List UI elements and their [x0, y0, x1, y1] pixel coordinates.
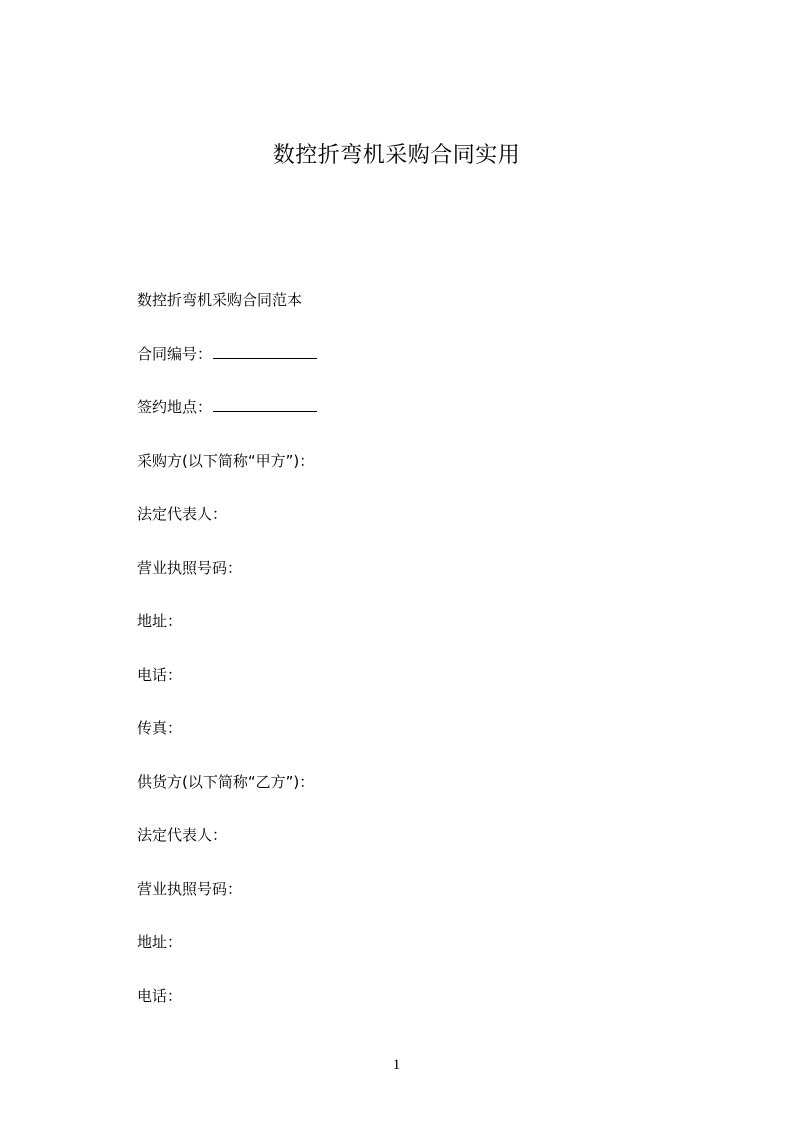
page-number: 1: [392, 1057, 401, 1073]
party-b-phone: 电话：: [137, 986, 183, 1005]
party-a-license-number: 营业执照号码：: [137, 558, 243, 577]
signing-place-label: 签约地点：: [137, 398, 213, 416]
contract-number-blank: [213, 344, 317, 359]
signing-place-line: [137, 396, 697, 450]
document-body: [137, 289, 697, 1038]
party-a-fax: 传真：: [137, 719, 183, 737]
document-title: 数控折弯机采购合同实用: [272, 143, 521, 168]
party-b-license-number: 营业执照号码：: [137, 879, 243, 898]
party-b-heading: 供货方(以下简称“乙方”)：: [137, 772, 315, 791]
party-a-address: 地址：: [137, 612, 183, 630]
party-a-heading: 采购方(以下简称“甲方”)：: [137, 451, 315, 470]
party-b-address: 地址：: [137, 933, 183, 951]
signing-place-blank: [213, 397, 317, 412]
contract-number-label: 合同编号：: [137, 344, 213, 363]
party-a-legal-representative: 法定代表人：: [137, 505, 228, 523]
party-b-legal-representative: 法定代表人：: [137, 826, 228, 844]
subtitle-line: 数控折弯机采购合同范本: [137, 291, 303, 309]
party-a-phone: 电话：: [137, 665, 183, 684]
contract-number-line: [137, 343, 697, 397]
